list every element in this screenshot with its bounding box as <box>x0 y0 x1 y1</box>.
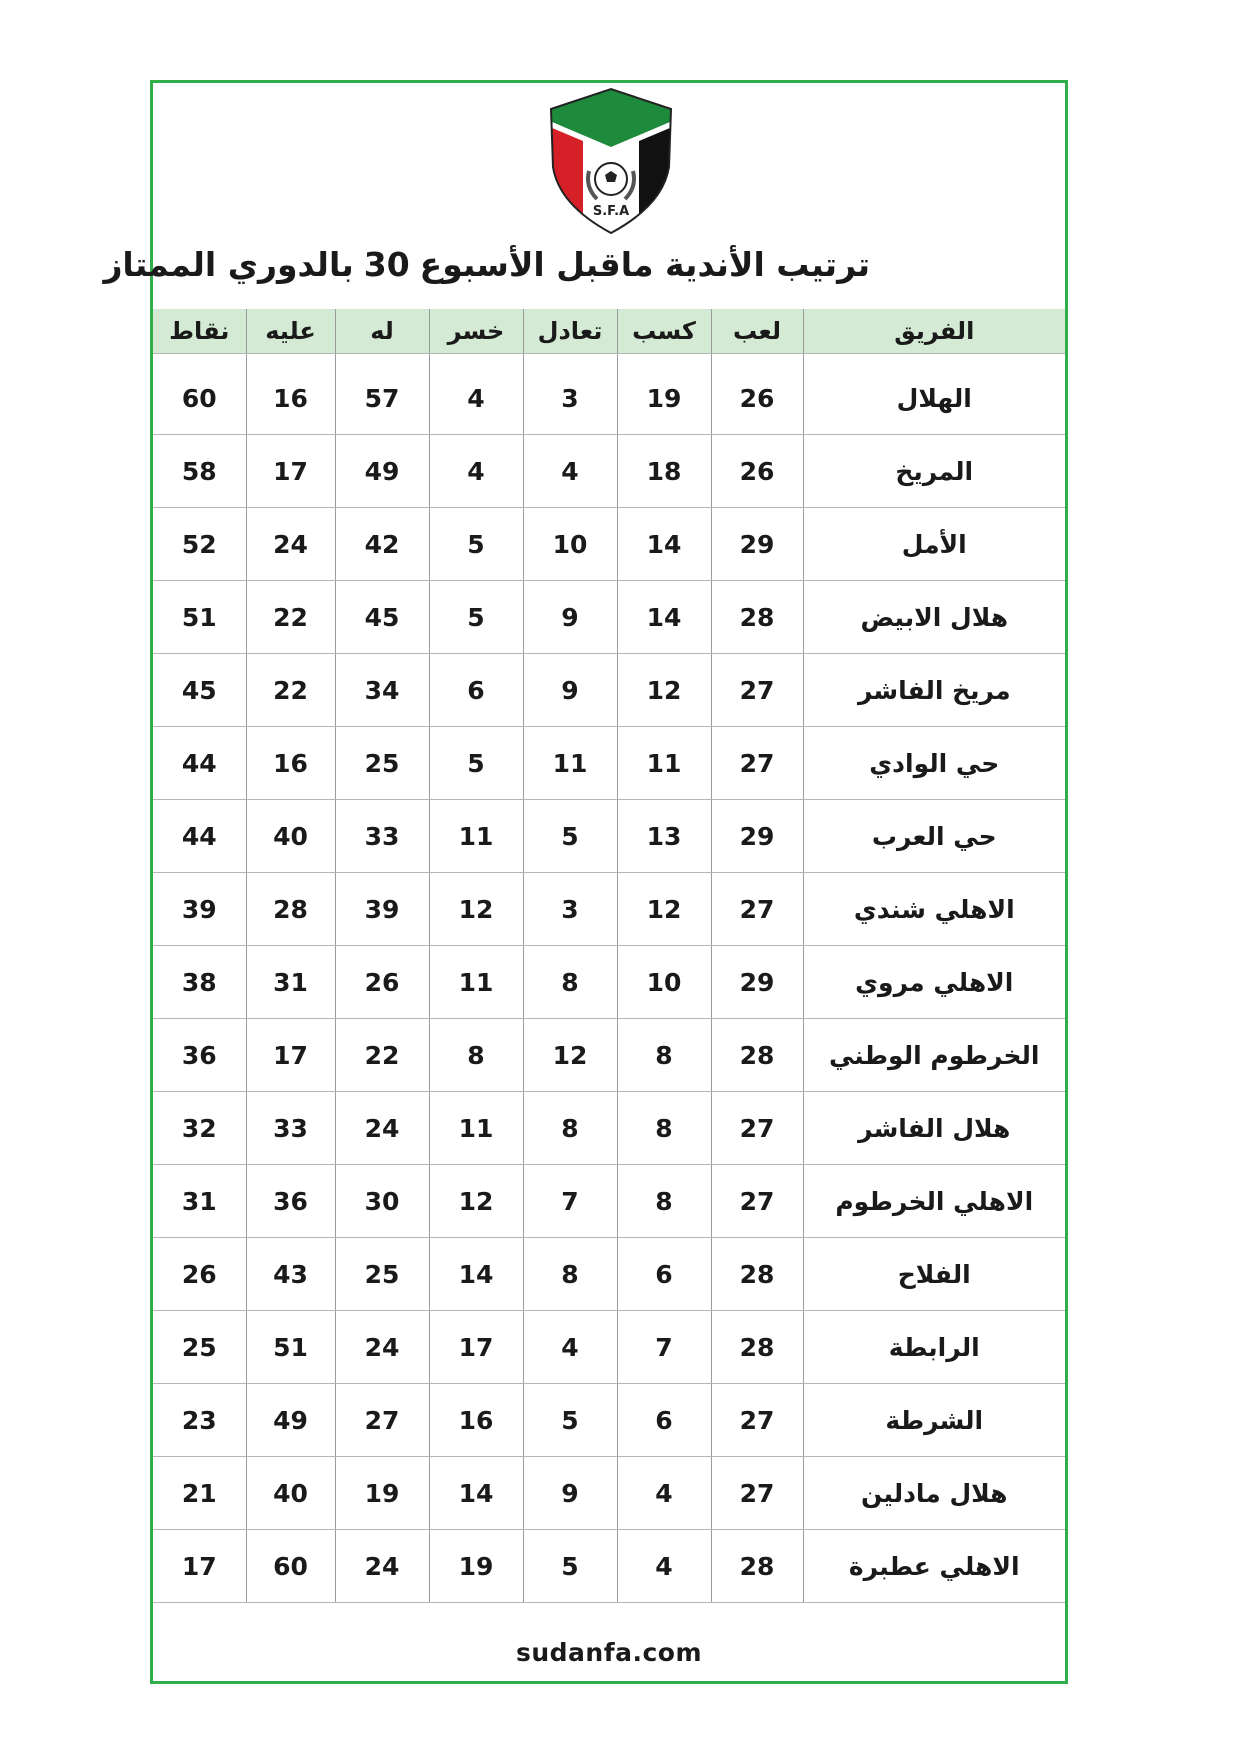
team-cell: هلال الابيض <box>803 581 1065 654</box>
lost-cell: 8 <box>429 1019 523 1092</box>
drawn-cell: 9 <box>523 581 617 654</box>
drawn-cell: 4 <box>523 435 617 508</box>
won-cell: 19 <box>617 362 711 435</box>
drawn-cell: 9 <box>523 1457 617 1530</box>
drawn-cell: 8 <box>523 946 617 1019</box>
won-cell: 12 <box>617 873 711 946</box>
header-points: نقاط <box>153 309 246 354</box>
goals-against-cell: 33 <box>246 1092 335 1165</box>
goals-for-cell: 30 <box>335 1165 429 1238</box>
table-row <box>153 435 1065 508</box>
points-cell: 60 <box>153 362 246 435</box>
table-row <box>153 1311 1065 1384</box>
points-cell: 23 <box>153 1384 246 1457</box>
won-cell: 12 <box>617 654 711 727</box>
goals-for-cell: 49 <box>335 435 429 508</box>
header-team: الفريق <box>803 309 1065 354</box>
table-row <box>153 508 1065 581</box>
played-cell: 27 <box>711 1092 803 1165</box>
lost-cell: 11 <box>429 1092 523 1165</box>
drawn-cell: 12 <box>523 1019 617 1092</box>
points-cell: 52 <box>153 508 246 581</box>
lost-cell: 5 <box>429 508 523 581</box>
table-row <box>153 581 1065 654</box>
played-cell: 29 <box>711 800 803 873</box>
points-cell: 58 <box>153 435 246 508</box>
goals-against-cell: 17 <box>246 435 335 508</box>
won-cell: 10 <box>617 946 711 1019</box>
played-cell: 28 <box>711 581 803 654</box>
standings-table <box>153 309 1065 1603</box>
points-cell: 51 <box>153 581 246 654</box>
drawn-cell: 3 <box>523 362 617 435</box>
team-cell: الاهلي مروي <box>803 946 1065 1019</box>
website-footer: sudanfa.com <box>515 1638 703 1667</box>
goals-against-cell: 16 <box>246 362 335 435</box>
title-prefix: ترتيب الأندية ماقبل الأسبوع <box>419 245 870 284</box>
played-cell: 29 <box>711 946 803 1019</box>
header-won: كسب <box>617 309 711 354</box>
svg-text:S.F.A: S.F.A <box>592 204 630 219</box>
table-row <box>153 800 1065 873</box>
goals-for-cell: 24 <box>335 1311 429 1384</box>
header-played: لعب <box>711 309 803 354</box>
drawn-cell: 10 <box>523 508 617 581</box>
team-cell: الهلال <box>803 362 1065 435</box>
table-row <box>153 1384 1065 1457</box>
table-row <box>153 727 1065 800</box>
points-cell: 44 <box>153 800 246 873</box>
points-cell: 32 <box>153 1092 246 1165</box>
goals-for-cell: 33 <box>335 800 429 873</box>
goals-for-cell: 34 <box>335 654 429 727</box>
lost-cell: 11 <box>429 946 523 1019</box>
lost-cell: 6 <box>429 654 523 727</box>
goals-for-cell: 25 <box>335 1238 429 1311</box>
table-row <box>153 1092 1065 1165</box>
played-cell: 28 <box>711 1019 803 1092</box>
drawn-cell: 8 <box>523 1238 617 1311</box>
drawn-cell: 4 <box>523 1311 617 1384</box>
won-cell: 8 <box>617 1092 711 1165</box>
team-cell: الفلاح <box>803 1238 1065 1311</box>
goals-for-cell: 42 <box>335 508 429 581</box>
won-cell: 14 <box>617 581 711 654</box>
points-cell: 17 <box>153 1530 246 1603</box>
header-row <box>153 309 1065 354</box>
team-cell: الاهلي عطبرة <box>803 1530 1065 1603</box>
team-cell: هلال مادلين <box>803 1457 1065 1530</box>
won-cell: 8 <box>617 1165 711 1238</box>
table-row <box>153 362 1065 435</box>
points-cell: 39 <box>153 873 246 946</box>
lost-cell: 14 <box>429 1457 523 1530</box>
header-lost: خسر <box>429 309 523 354</box>
lost-cell: 12 <box>429 873 523 946</box>
played-cell: 26 <box>711 362 803 435</box>
goals-against-cell: 22 <box>246 654 335 727</box>
won-cell: 13 <box>617 800 711 873</box>
lost-cell: 17 <box>429 1311 523 1384</box>
lost-cell: 19 <box>429 1530 523 1603</box>
table-row <box>153 873 1065 946</box>
points-cell: 21 <box>153 1457 246 1530</box>
goals-against-cell: 24 <box>246 508 335 581</box>
lost-cell: 5 <box>429 727 523 800</box>
points-cell: 36 <box>153 1019 246 1092</box>
standings-card <box>103 80 1068 1684</box>
table-row <box>153 1165 1065 1238</box>
won-cell: 11 <box>617 727 711 800</box>
played-cell: 27 <box>711 1457 803 1530</box>
team-cell: الأمل <box>803 508 1065 581</box>
drawn-cell: 5 <box>523 800 617 873</box>
title-suffix: بالدوري الممتاز <box>103 245 354 284</box>
team-cell: المريخ <box>803 435 1065 508</box>
played-cell: 27 <box>711 1165 803 1238</box>
title-week-number: 30 <box>363 245 410 284</box>
team-cell: الرابطة <box>803 1311 1065 1384</box>
points-cell: 26 <box>153 1238 246 1311</box>
goals-for-cell: 26 <box>335 946 429 1019</box>
played-cell: 28 <box>711 1530 803 1603</box>
table-row <box>153 946 1065 1019</box>
lost-cell: 14 <box>429 1238 523 1311</box>
table-row <box>153 1019 1065 1092</box>
goals-against-cell: 22 <box>246 581 335 654</box>
goals-against-cell: 40 <box>246 800 335 873</box>
won-cell: 6 <box>617 1384 711 1457</box>
team-cell: هلال الفاشر <box>803 1092 1065 1165</box>
drawn-cell: 8 <box>523 1092 617 1165</box>
team-cell: حي العرب <box>803 800 1065 873</box>
goals-for-cell: 45 <box>335 581 429 654</box>
won-cell: 6 <box>617 1238 711 1311</box>
header-goals-against: عليه <box>246 309 335 354</box>
won-cell: 14 <box>617 508 711 581</box>
table-row <box>153 1457 1065 1530</box>
team-cell: مريخ الفاشر <box>803 654 1065 727</box>
lost-cell: 16 <box>429 1384 523 1457</box>
drawn-cell: 7 <box>523 1165 617 1238</box>
played-cell: 27 <box>711 1384 803 1457</box>
goals-for-cell: 27 <box>335 1384 429 1457</box>
team-cell: الشرطة <box>803 1384 1065 1457</box>
goals-against-cell: 28 <box>246 873 335 946</box>
played-cell: 27 <box>711 873 803 946</box>
goals-for-cell: 25 <box>335 727 429 800</box>
team-cell: الاهلي الخرطوم <box>803 1165 1065 1238</box>
played-cell: 28 <box>711 1238 803 1311</box>
goals-against-cell: 43 <box>246 1238 335 1311</box>
lost-cell: 4 <box>429 362 523 435</box>
played-cell: 29 <box>711 508 803 581</box>
table-row <box>153 1530 1065 1603</box>
header-goals-for: له <box>335 309 429 354</box>
table-row <box>153 654 1065 727</box>
points-cell: 45 <box>153 654 246 727</box>
played-cell: 26 <box>711 435 803 508</box>
goals-against-cell: 51 <box>246 1311 335 1384</box>
goals-against-cell: 17 <box>246 1019 335 1092</box>
sfa-logo <box>545 87 677 237</box>
goals-against-cell: 16 <box>246 727 335 800</box>
won-cell: 4 <box>617 1530 711 1603</box>
drawn-cell: 5 <box>523 1384 617 1457</box>
won-cell: 7 <box>617 1311 711 1384</box>
played-cell: 27 <box>711 727 803 800</box>
points-cell: 31 <box>153 1165 246 1238</box>
drawn-cell: 3 <box>523 873 617 946</box>
drawn-cell: 11 <box>523 727 617 800</box>
won-cell: 4 <box>617 1457 711 1530</box>
points-cell: 38 <box>153 946 246 1019</box>
played-cell: 28 <box>711 1311 803 1384</box>
goals-against-cell: 31 <box>246 946 335 1019</box>
lost-cell: 12 <box>429 1165 523 1238</box>
won-cell: 8 <box>617 1019 711 1092</box>
won-cell: 18 <box>617 435 711 508</box>
drawn-cell: 9 <box>523 654 617 727</box>
goals-for-cell: 22 <box>335 1019 429 1092</box>
team-cell: الخرطوم الوطني <box>803 1019 1065 1092</box>
lost-cell: 11 <box>429 800 523 873</box>
lost-cell: 5 <box>429 581 523 654</box>
goals-for-cell: 19 <box>335 1457 429 1530</box>
team-cell: حي الوادي <box>803 727 1065 800</box>
page-title <box>103 235 1065 295</box>
points-cell: 44 <box>153 727 246 800</box>
played-cell: 27 <box>711 654 803 727</box>
goals-against-cell: 36 <box>246 1165 335 1238</box>
header-drawn: تعادل <box>523 309 617 354</box>
goals-against-cell: 60 <box>246 1530 335 1603</box>
points-cell: 25 <box>153 1311 246 1384</box>
goals-for-cell: 24 <box>335 1530 429 1603</box>
goals-against-cell: 40 <box>246 1457 335 1530</box>
goals-for-cell: 39 <box>335 873 429 946</box>
lost-cell: 4 <box>429 435 523 508</box>
drawn-cell: 5 <box>523 1530 617 1603</box>
goals-for-cell: 57 <box>335 362 429 435</box>
goals-for-cell: 24 <box>335 1092 429 1165</box>
team-cell: الاهلي شندي <box>803 873 1065 946</box>
goals-against-cell: 49 <box>246 1384 335 1457</box>
table-row <box>153 1238 1065 1311</box>
